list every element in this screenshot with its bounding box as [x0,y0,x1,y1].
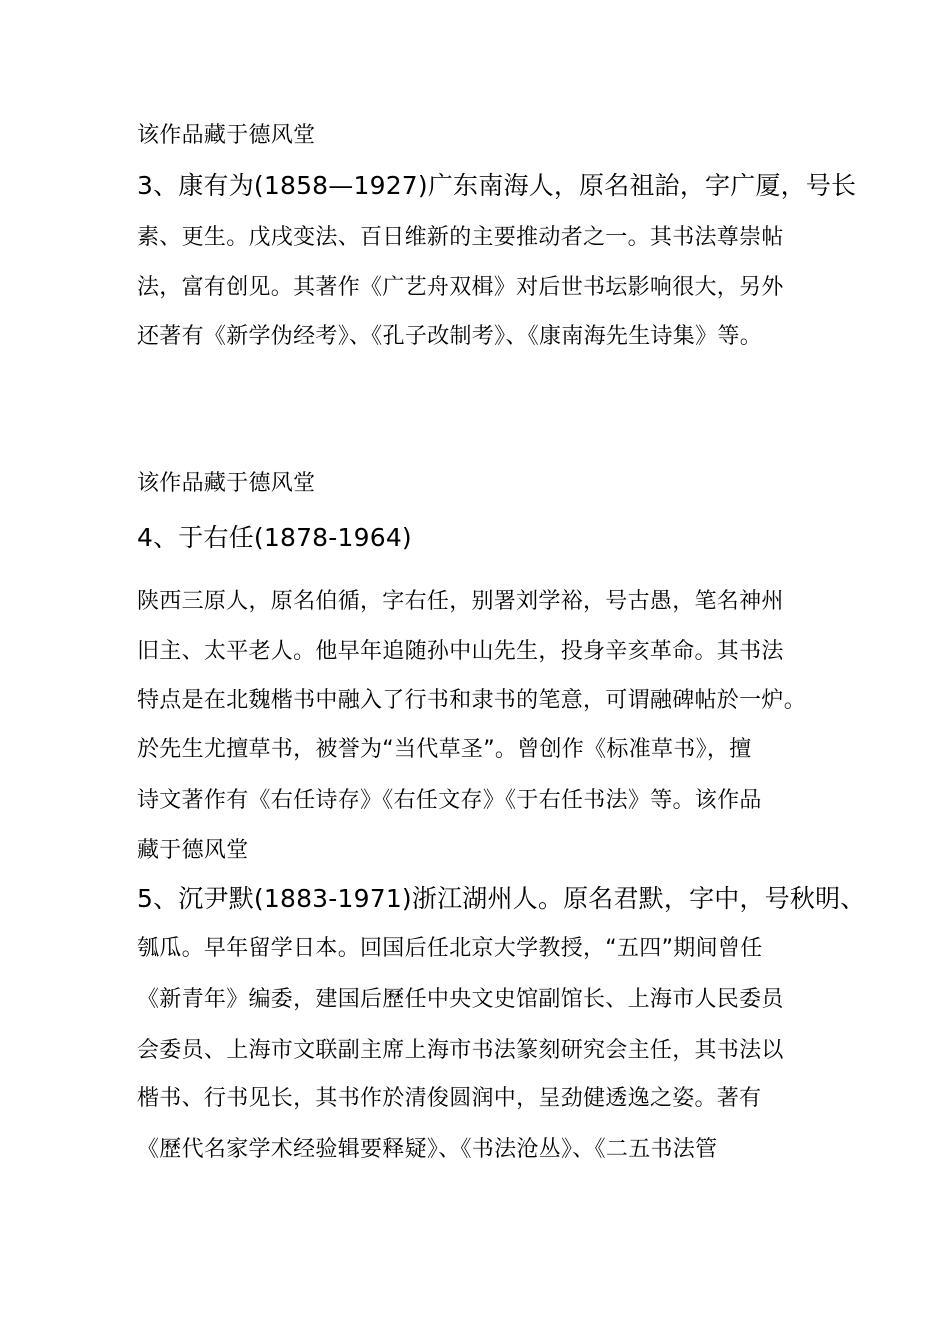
paragraph-line: 《歷代名家学术经验辑要释疑》、《书法沧丛》、《二五书法管 [137,1137,718,1162]
paragraph-line: 素、更生。戊戌变法、百日维新的主要推动者之一。其书法尊崇帖 [137,225,784,250]
entry-5-heading-line: 5、沉尹默(1883-1971)浙江湖州人。原名君默，字中，号秋明、 [137,884,866,913]
paragraph-line: 瓠瓜。早年留学日本。回国后任北京大学教授，“五四”期间曾任 [137,936,763,961]
paragraph-line: 藏于德风堂 [137,838,249,863]
paragraph-line: 法，富有创见。其著作《广艺舟双楫》对后世书坛影响很大，另外 [137,275,784,300]
entry-4-heading-line: 4、于右任(1878-1964) [137,523,412,552]
caption-line: 该作品藏于德风堂 [137,471,316,496]
paragraph-line: 陕西三原人，原名伯循，字右任，别署刘学裕，号古愚，笔名神州 [137,589,784,614]
paragraph-line: 特点是在北魏楷书中融入了行书和隶书的笔意，可谓融碑帖於一炉。 [137,688,807,713]
caption-line: 该作品藏于德风堂 [137,123,316,148]
paragraph-line: 於先生尤擅草书，被誉为“当代草圣”。曾创作《标准草书》，擅 [137,737,752,762]
paragraph-line: 还著有《新学伪经考》、《孔子改制考》、《康南海先生诗集》等。 [137,324,763,349]
paragraph-line: 《新青年》编委，建国后歷任中央文史馆副馆长、上海市人民委员 [137,987,784,1012]
paragraph-line: 旧主、太平老人。他早年追随孙中山先生，投身辛亥革命。其书法 [137,639,784,664]
paragraph-line: 诗文著作有《右任诗存》《右任文存》《于右任书法》等。该作品 [137,788,762,813]
paragraph-line: 楷书、行书见长，其书作於清俊圆润中，呈劲健透逸之姿。著有 [137,1086,762,1111]
entry-3-heading-line: 3、康有为(1858—1927)广东南海人，原名祖詒，字广厦，号长 [137,171,857,200]
paragraph-line: 会委员、上海市文联副主席上海市书法篆刻研究会主任，其书法以 [137,1038,784,1063]
